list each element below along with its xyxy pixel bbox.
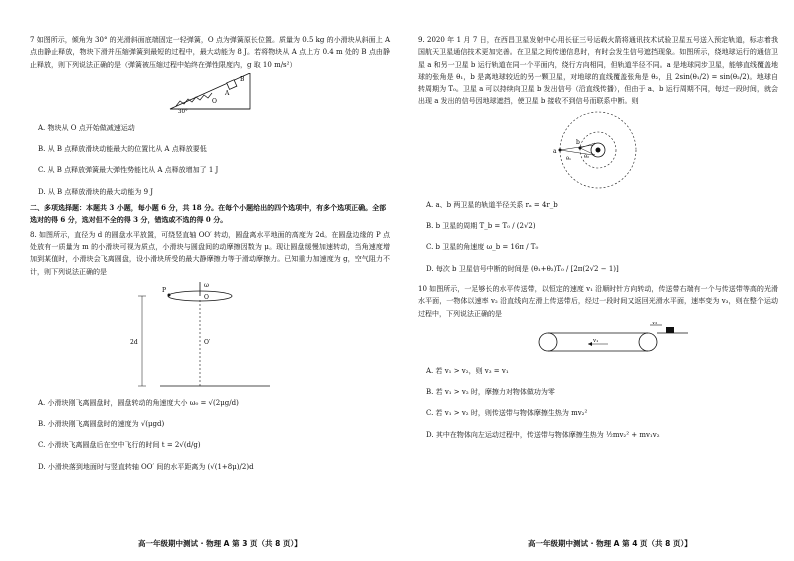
fig10-label-v2: v₂ bbox=[652, 321, 658, 326]
q10-option-d[interactable]: D. 其中在物体向左运动过程中，传送带与物体摩擦生热为 ½mv₂² + mv₁v₂ bbox=[426, 430, 660, 439]
fig8-label-omega: ω bbox=[204, 281, 209, 289]
fig9-label-b: b bbox=[576, 138, 580, 146]
question-9-options bbox=[418, 199, 778, 275]
q9-option-d[interactable]: D. 每次 b 卫星信号中断的时间是 (θ₁+θ₂)T₀ / [2π(2√2 − 1)] bbox=[426, 264, 619, 273]
fig9-label-theta2: θ₂ bbox=[584, 153, 590, 160]
q9-option-a[interactable]: A. a、b 两卫星的轨道半径关系 rₐ = 4r_b bbox=[426, 200, 558, 209]
q10-option-b[interactable]: B. 若 v₁ > v₂ 时，摩擦力对物体做功为零 bbox=[426, 388, 555, 397]
right-page bbox=[418, 34, 778, 441]
fig7-label-angle: 30° bbox=[178, 108, 188, 113]
left-page-footer: 高一年级期中测试 · 物理 A 第 3 页（共 8 页）】 bbox=[138, 539, 302, 548]
q8-option-d[interactable]: D. 小滑块落到地面时与竖直转轴 OO′ 间的水平距离为 (√(1+8μ)/2)d bbox=[38, 462, 254, 471]
q10-option-c[interactable]: C. 若 v₁ > v₂ 时，则传送带与物体摩擦生热为 mv₂² bbox=[426, 409, 588, 418]
fig8-label-o: O bbox=[204, 293, 209, 301]
fig7-label-a: A bbox=[225, 89, 230, 97]
q7-option-a[interactable]: A. 物块从 O 点开始做减速运动 bbox=[38, 123, 135, 132]
question-9-text: 9. 2020 年 1 月 7 日，在西昌卫星发射中心用长征三号运载火箭将通讯技术试验卫星五号送入预定轨道，标志着我国航天卫星通信技术更加完善。在卫星之间传递信息时，有时会发生信号遮挡现象。如图所示，绕地球运行的通信卫星 a 和另一卫星 b 运行轨道在同一个平面内，绕行方向相同，但轨道半径不同。a 是地球同步卫星，能够直线覆盖地球的张角是 θ₁，b 是离地球较近的另一颗卫星，对地球的直线覆盖张角是 θ₂，且 2sin(θ₁/2) = sin(θ₂/2)。地球自转周期为 T₀。卫星 a 可以持续向卫星 b 发出信号（沿直线传播），但由于 a、b 运行周期不同，每过一段时间，就会出现 a 发出的信号因地球遮挡，使卫星 b 接收不到信号而联系中断。则 bbox=[418, 36, 778, 106]
question-10-conveyor-figure bbox=[418, 322, 778, 356]
fig8-label-o-prime: O′ bbox=[204, 338, 211, 346]
question-10-text: 10 如图所示，一足够长的水平传送带，以恒定的速度 v₁ 沿顺时针方向转动，传送带右端有一个与传送带等高的光滑水平面，一物体以速率 v₂ 沿直线向左滑上传送带后，经过一段时间又返回光滑水平面，速率变为 v₃，则在整个运动过程中，下列说法正确的是 bbox=[418, 284, 778, 318]
fig7-label-b: B bbox=[240, 75, 245, 83]
fig8-label-p: P bbox=[162, 286, 167, 294]
fig8-label-2d: 2d bbox=[130, 338, 138, 346]
q7-option-b[interactable]: B. 从 B 点释放滑块动能最大的位置比从 A 点释放要低 bbox=[38, 145, 207, 154]
left-page bbox=[30, 34, 390, 473]
q10-option-a[interactable]: A. 若 v₁ > v₂，则 v₃ = v₁ bbox=[426, 366, 509, 375]
q8-option-c[interactable]: C. 小滑块飞离圆盘后在空中飞行的时间 t = 2√(d/g) bbox=[38, 441, 201, 450]
fig9-label-a: a bbox=[553, 147, 557, 155]
section-2-heading: 二、多项选择题：本题共 3 小题，每小题 6 分，共 18 分。在每个小题给出的四个选项中，有多个选项正确。全部选对的得 6 分，选对但不全的得 3 分，错选或不选的得 0 分。 bbox=[30, 203, 387, 225]
q8-option-a[interactable]: A. 小滑块刚飞离圆盘时，圆盘转动的角速度大小 ω₀ = √(2μg/d) bbox=[38, 398, 239, 407]
q7-option-c[interactable]: C. 从 B 点释放弹簧最大弹性势能比从 A 点释放增加了 1 J bbox=[38, 166, 219, 175]
question-7-incline-figure bbox=[30, 73, 390, 113]
question-8-text: 8. 如图所示，直径为 d 的圆盘水平放置，可绕竖直轴 OO′ 转动，圆盘离水平地面的高度为 2d。在圆盘边缘的 P 点处放有一质量为 m 的小滑块可视为质点，小滑块与圆盘间的动摩擦因数为 μ。现让圆盘缓慢加速转动，当角速度增加到某值时，小滑块会飞离圆盘，设小滑块所受的最大静摩擦力等于滑动摩擦力。已知重力加速度为 g，空气阻力不计，则下列说法正确的是 bbox=[30, 230, 390, 276]
fig9-label-theta1: θ₁ bbox=[566, 155, 572, 162]
fig10-label-v1: v₁ bbox=[593, 337, 599, 344]
q7-option-d[interactable]: D. 从 B 点释放滑块的最大动能为 9 J bbox=[38, 187, 154, 196]
q8-option-b[interactable]: B. 小滑块刚飞离圆盘时的速度为 √(μgd) bbox=[38, 420, 165, 429]
q9-option-b[interactable]: B. b 卫星的周期 T_b = T₀ / (2√2) bbox=[426, 222, 536, 231]
question-8-options bbox=[30, 397, 390, 473]
question-9-orbit-figure bbox=[418, 110, 778, 190]
question-10-options bbox=[418, 365, 778, 441]
q9-option-c[interactable]: C. b 卫星的角速度 ω_b = 16π / T₀ bbox=[426, 243, 539, 252]
right-page-footer: 高一年级期中测试 · 物理 A 第 4 页（共 8 页）】 bbox=[528, 539, 692, 548]
question-8-disk-figure bbox=[30, 280, 390, 388]
question-7-options bbox=[30, 122, 390, 198]
question-7-text: 7 如图所示，倾角为 30° 的光滑斜面底端固定一轻弹簧，O 点为弹簧原长位置。质量为 0.5 kg 的小滑块从斜面上 A 点由静止释放，物块下滑并压缩弹簧到最短的过程中，最大动能为 8 J。若将物块从 A 点上方 0.4 m 处的 B 点由静止释放，则下列说法正确的是（弹簧被压缩过程中始终在弹性限度内，g 取 10 m/s²） bbox=[30, 36, 390, 69]
fig7-label-o: O bbox=[212, 97, 217, 105]
